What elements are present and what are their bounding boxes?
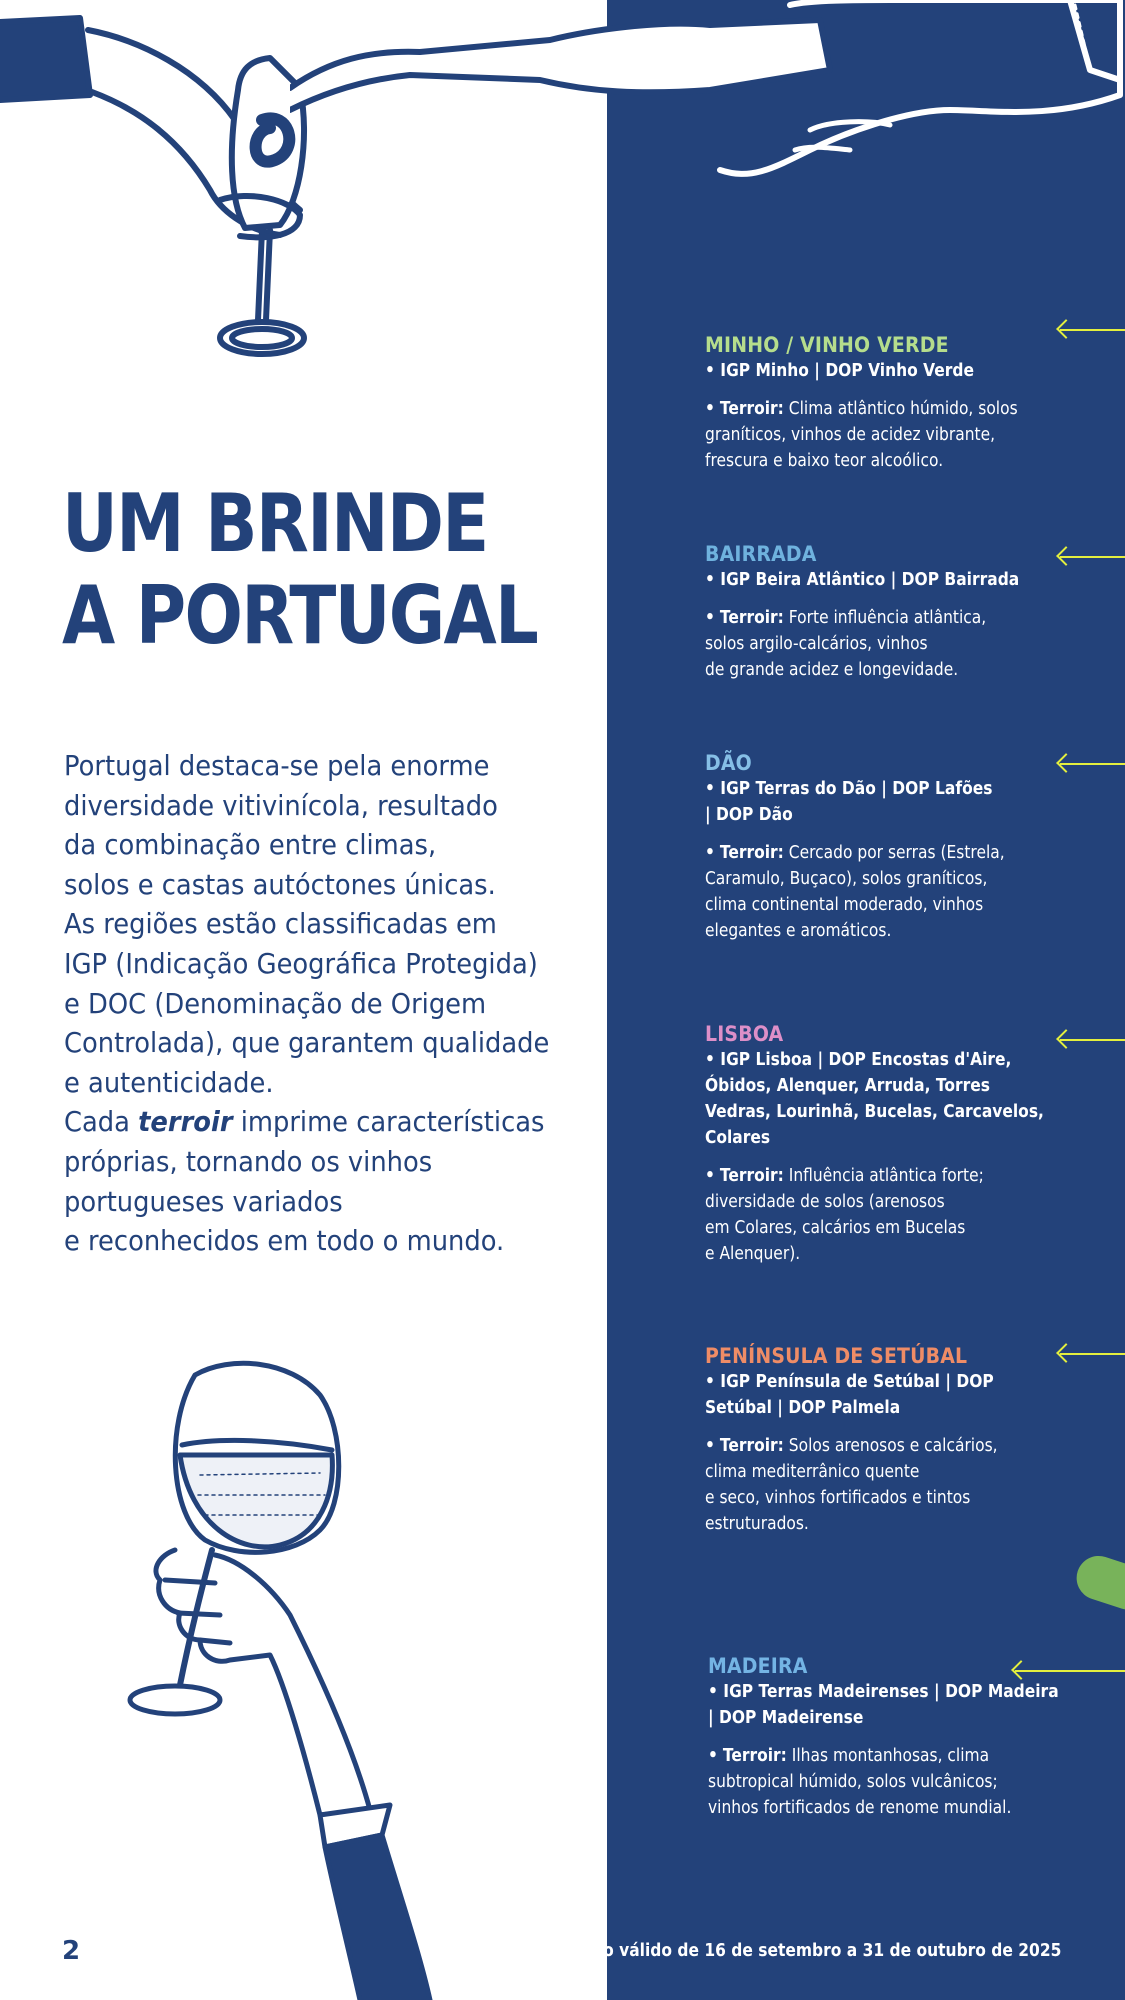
intro-line: As regiões estão classificadas em (64, 907, 497, 941)
designation-text: IGP Lisboa | DOP Encostas d'Aire, (720, 1049, 1012, 1070)
terroir-text: Influência atlântica forte; (788, 1165, 984, 1186)
terroir-label: Terroir: (719, 842, 784, 863)
intro-line: solos e castas autóctones únicas. (64, 867, 496, 901)
region-terroir (705, 396, 1032, 422)
region-bairrada (705, 541, 1085, 683)
bullet-icon: • (705, 607, 715, 628)
intro-line: da combinação entre climas, (64, 828, 437, 862)
title-line-1: UM BRINDE (62, 477, 488, 570)
region-setubal (705, 1343, 1085, 1537)
bullet-icon: • (705, 360, 715, 381)
hand-pouring-bottle-icon (290, 0, 1125, 190)
arrow-left-icon (1060, 556, 1125, 558)
terroir-label: Terroir: (722, 1745, 787, 1766)
bullet-icon: • (705, 1435, 715, 1456)
bullet-icon: • (705, 1371, 715, 1392)
designation-line: | DOP Madeirense (708, 1707, 864, 1728)
arrow-left-icon (1060, 329, 1125, 331)
terroir-word: terroir (138, 1105, 233, 1139)
terroir-line: elegantes e aromáticos. (705, 920, 892, 941)
terroir-text: Cercado por serras (Estrela, (788, 842, 1005, 863)
terroir-text: Forte influência atlântica, (788, 607, 987, 628)
bullet-icon: • (708, 1745, 718, 1766)
terroir-line: e seco, vinhos fortificados e tintos (705, 1487, 971, 1508)
terroir-line: Caramulo, Buçaco), solos graníticos, (705, 868, 988, 889)
terroir-label: Terroir: (719, 1435, 784, 1456)
region-designation (705, 776, 1032, 802)
hand-raising-glass-icon (120, 1355, 440, 2000)
designation-text: IGP Terras do Dão | DOP Lafões (720, 778, 993, 799)
intro-line: portugueses variados (64, 1184, 343, 1218)
terroir-text: Ilhas montanhosas, clima (791, 1745, 990, 1766)
region-name: PENÍNSULA DE SETÚBAL (705, 1344, 968, 1368)
terroir-line: clima mediterrânico quente (705, 1461, 920, 1482)
terroir-line: vinhos fortificados de renome mundial. (708, 1797, 1012, 1818)
region-name: DÃO (705, 751, 752, 775)
intro-line: diversidade vitivinícola, resultado (64, 788, 498, 822)
region-terroir (705, 1163, 1032, 1189)
designation-text: IGP Beira Atlântico | DOP Bairrada (720, 569, 1020, 590)
bullet-icon: • (705, 1165, 715, 1186)
intro-line: Portugal destaca-se pela enorme (64, 749, 490, 782)
designation-text: IGP Terras Madeirenses | DOP Madeira (723, 1681, 1059, 1702)
region-terroir (708, 1743, 1035, 1769)
terroir-line: graníticos, vinhos de acidez vibrante, (705, 424, 996, 445)
terroir-line: e Alenquer). (705, 1243, 801, 1264)
bullet-icon: • (708, 1681, 718, 1702)
terroir-line: em Colares, calcários em Bucelas (705, 1217, 966, 1238)
terroir-line: subtropical húmido, solos vulcânicos; (708, 1771, 998, 1792)
intro-terroir-line (64, 1102, 545, 1142)
region-designation (705, 358, 1032, 384)
intro-line: próprias, tornando os vinhos (64, 1144, 433, 1178)
terroir-text: Solos arenosos e calcários, (788, 1435, 998, 1456)
terroir-line: clima continental moderado, vinhos (705, 894, 984, 915)
bullet-icon: • (705, 569, 715, 590)
region-name: MINHO / VINHO VERDE (705, 333, 949, 357)
designation-text: IGP Península de Setúbal | DOP (720, 1371, 994, 1392)
catalog-validity: Catálogo válido de 16 de setembro a 31 de outubro de 2025 (536, 1940, 1061, 1961)
terroir-line: de grande acidez e longevidade. (705, 659, 959, 680)
page-number: 2 (62, 1936, 81, 1966)
page-title (62, 478, 537, 662)
region-lisboa (705, 1021, 1085, 1267)
terroir-label: Terroir: (719, 398, 784, 419)
terroir-line: diversidade de solos (arenosos (705, 1191, 945, 1212)
region-terroir (705, 1433, 1032, 1459)
arrow-left-icon (1060, 763, 1125, 765)
intro-line: e reconhecidos em todo o mundo. (64, 1224, 505, 1258)
intro-line: IGP (Indicação Geográfica Protegida) (64, 946, 538, 980)
designation-text: IGP Minho | DOP Vinho Verde (720, 360, 975, 381)
terroir-line: solos argilo-calcários, vinhos (705, 633, 928, 654)
region-designation (708, 1679, 1059, 1705)
terroir-label: Terroir: (719, 1165, 784, 1186)
bullet-icon: • (705, 778, 715, 799)
region-name: LISBOA (705, 1022, 784, 1046)
region-designation (705, 1369, 1032, 1395)
arrow-left-icon (1060, 1039, 1125, 1041)
arrow-left-icon (1015, 1670, 1125, 1672)
intro-line: Controlada), que garantem qualidade (64, 1026, 550, 1060)
bullet-icon: • (705, 1049, 715, 1070)
region-designation (705, 567, 1032, 593)
region-minho (705, 332, 1085, 474)
title-line-2: A PORTUGAL (62, 569, 538, 662)
intro-line: e autenticidade. (64, 1065, 274, 1099)
region-designation (705, 1047, 1032, 1073)
terroir-suffix: imprime características (240, 1105, 545, 1139)
designation-line: Vedras, Lourinhã, Bucelas, Carcavelos, (705, 1101, 1044, 1122)
terroir-text: Clima atlântico húmido, solos (788, 398, 1018, 419)
bullet-icon: • (705, 842, 715, 863)
region-madeira (708, 1653, 1088, 1821)
designation-line: Óbidos, Alenquer, Arruda, Torres (705, 1075, 990, 1096)
designation-line: Setúbal | DOP Palmela (705, 1397, 901, 1418)
terroir-line: frescura e baixo teor alcoólico. (705, 450, 944, 471)
intro-line: e DOC (Denominação de Origem (64, 986, 487, 1020)
arrow-left-icon (1060, 1353, 1125, 1355)
region-name: BAIRRADA (705, 542, 817, 566)
bullet-icon: • (705, 398, 715, 419)
region-name: MADEIRA (708, 1654, 808, 1678)
region-terroir (705, 605, 1032, 631)
terroir-label: Terroir: (719, 607, 784, 628)
designation-line: | DOP Dão (705, 804, 793, 825)
terroir-line: estruturados. (705, 1513, 809, 1534)
intro-paragraph (64, 746, 584, 1261)
terroir-prefix: Cada (64, 1105, 130, 1139)
region-terroir (705, 840, 1032, 866)
region-dao (705, 750, 1085, 944)
designation-line: Colares (705, 1127, 771, 1148)
